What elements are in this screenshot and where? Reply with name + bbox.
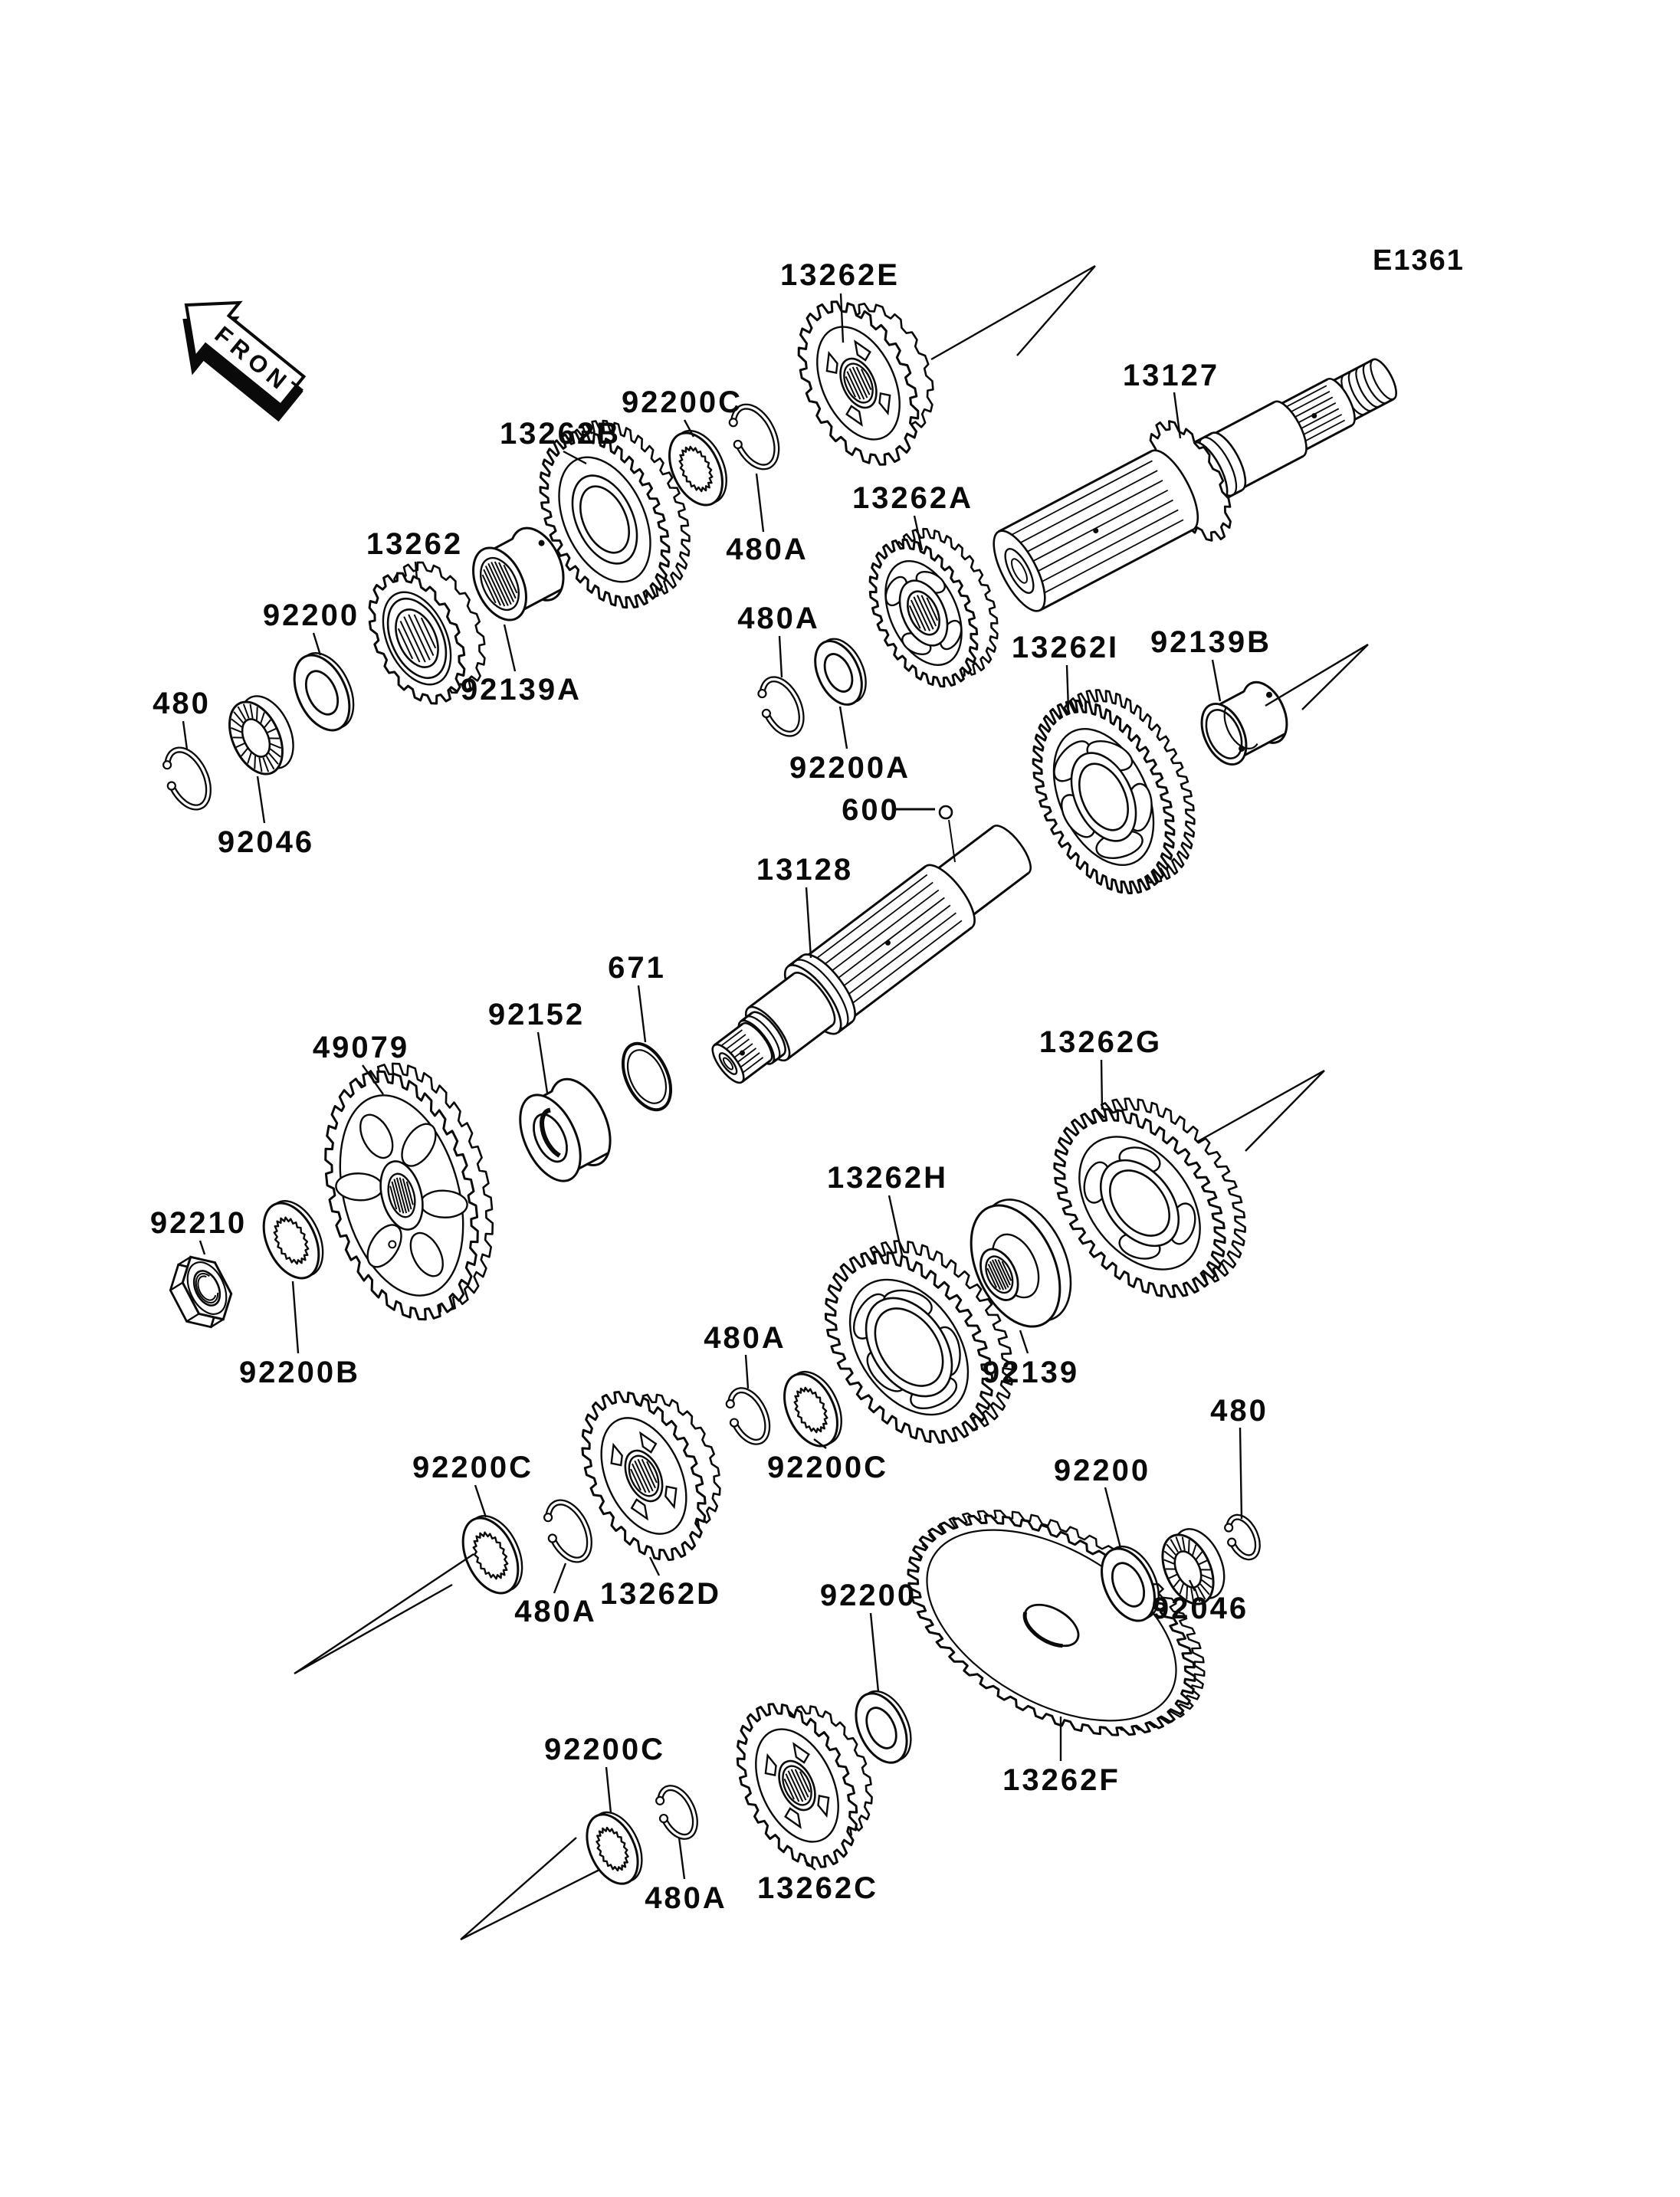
circlip-eye: [730, 418, 737, 426]
circlip-eye: [1228, 1539, 1235, 1546]
part-label: 600: [842, 793, 900, 827]
part-label: 92200B: [238, 1356, 361, 1389]
dot: [740, 1051, 745, 1056]
part-label: 92200A: [789, 751, 911, 785]
circlip-eye: [727, 1400, 734, 1408]
leader-line: [475, 1485, 486, 1517]
leader-line: [756, 474, 763, 532]
circlip-eye: [656, 1797, 664, 1805]
part-label: 13128: [756, 853, 854, 887]
part-label: 480: [153, 687, 211, 720]
leader-line: [183, 721, 187, 749]
leader-line: [746, 1355, 748, 1389]
part-label: 480A: [704, 1321, 786, 1355]
leader-line: [949, 820, 955, 862]
part-label: 13262C: [756, 1871, 879, 1905]
part-label: 13127: [1122, 359, 1220, 392]
washer-92200C: [774, 1363, 852, 1454]
leader-line: [840, 707, 847, 749]
part-label: 480: [1210, 1394, 1268, 1428]
part-label: 92139A: [460, 673, 582, 707]
dot: [885, 940, 891, 946]
circlip-ring-inner: [548, 1503, 589, 1560]
part-label: 92139B: [1150, 625, 1272, 659]
web-cutout: [336, 1172, 383, 1201]
steel-ball: [940, 806, 952, 818]
part-label: 13262H: [826, 1161, 949, 1195]
sprocket-49079: [320, 1064, 493, 1320]
circlip-eye: [758, 690, 766, 697]
oil-hole: [539, 540, 545, 546]
circlip-ring-inner: [167, 750, 208, 808]
circlip-ring-inner: [660, 1788, 695, 1837]
roller-hatch: [257, 707, 258, 720]
circlip-ring-inner: [763, 679, 802, 733]
circlip-eye: [734, 441, 742, 448]
circlip-ring: [763, 679, 802, 733]
part-label: 13262: [366, 527, 464, 561]
leader-line: [1240, 1428, 1242, 1519]
circlip-eye: [544, 1513, 552, 1521]
leader-line: [606, 1767, 611, 1813]
bushing-92139B: [1193, 675, 1295, 772]
part-label: 92200: [262, 598, 360, 632]
cluster-gear-13262E: [799, 302, 933, 465]
circlip-eye: [549, 1534, 556, 1542]
leader-line: [258, 776, 264, 823]
part-label: 13262G: [1039, 1025, 1163, 1059]
part-label: 13262B: [499, 417, 622, 451]
part-label: 13262A: [851, 481, 974, 515]
part-label: 92139: [982, 1356, 1080, 1389]
leader-line: [504, 625, 515, 671]
ball-bearing-92152: [508, 1070, 622, 1190]
part-label: 49079: [312, 1031, 410, 1064]
part-label: 480A: [645, 1881, 727, 1915]
circlip-ring: [167, 750, 208, 808]
part-label: 13262E: [780, 258, 900, 292]
leader-line: [871, 1613, 878, 1692]
leader-line: [1212, 660, 1220, 701]
circlip-480A: [544, 1503, 589, 1560]
pointer-wedge: [1197, 1071, 1324, 1151]
washer-92200C: [452, 1507, 533, 1602]
circlip-ring: [730, 1390, 767, 1442]
leader-line: [779, 636, 782, 677]
pointer-wedge: [931, 266, 1095, 359]
roller-hatch: [254, 756, 255, 769]
o-ring-outer: [613, 1036, 680, 1117]
shaft-13127: [983, 356, 1401, 618]
leader-line: [538, 1032, 547, 1093]
leader-line: [293, 1281, 298, 1353]
circlip-ring-inner: [730, 1390, 767, 1442]
part-label: 480A: [737, 602, 820, 635]
part-label: 92200C: [543, 1733, 666, 1766]
part-label: 92200: [819, 1579, 917, 1612]
gear-13262A: [870, 529, 997, 687]
leader-line: [1020, 1330, 1028, 1353]
leader-line: [554, 1563, 566, 1593]
circlip-ring: [660, 1788, 695, 1837]
circlip-480A: [758, 679, 801, 733]
o-ring-671: [613, 1036, 680, 1117]
part-label: 480A: [514, 1595, 597, 1628]
circlip-eye: [1225, 1524, 1232, 1532]
dot: [1093, 528, 1098, 533]
diagram-code: E1361: [1373, 244, 1465, 277]
cluster-gear-13262D: [582, 1392, 720, 1560]
washer-92200: [284, 644, 365, 739]
pin-hole: [389, 1241, 395, 1248]
web-cutout: [420, 1190, 468, 1218]
o-ring-inner: [620, 1044, 674, 1109]
part-label: 13262D: [599, 1577, 722, 1611]
dot: [1311, 413, 1317, 418]
leader-line: [638, 985, 645, 1042]
part-label: 92210: [149, 1206, 248, 1240]
part-label: 671: [608, 951, 666, 985]
part-label: 92200C: [412, 1451, 534, 1484]
part-label: 92200: [1053, 1454, 1151, 1487]
part-label: 480A: [726, 533, 809, 566]
needle-bearing-92046: [219, 687, 304, 782]
circlip-480A: [727, 1390, 767, 1442]
circlip-eye: [168, 782, 176, 789]
gear-13262I: [1033, 690, 1194, 894]
oil-hole: [1239, 746, 1245, 752]
pointer-wedge: [294, 1554, 474, 1674]
circlip-eye: [163, 761, 171, 769]
leader-line: [313, 633, 320, 655]
leader-line: [1105, 1487, 1121, 1548]
circlip-eye: [660, 1815, 668, 1822]
front-arrow-label: FRONT: [209, 320, 311, 411]
circlip-ring: [548, 1503, 589, 1560]
circlip-ring: [1229, 1517, 1258, 1558]
part-label: 13262I: [1011, 631, 1120, 664]
pointer-wedge: [461, 1838, 599, 1940]
leader-line: [200, 1241, 205, 1254]
circlip-eye: [763, 710, 770, 717]
gear-13262G: [1055, 1099, 1245, 1297]
washer-92200B: [253, 1192, 334, 1287]
washer-92200C: [577, 1805, 652, 1892]
part-label: 92152: [487, 998, 586, 1031]
nut-92210: [170, 1256, 234, 1327]
washer-92200A: [806, 631, 874, 712]
circlip-480: [163, 750, 208, 808]
leader-line: [806, 887, 811, 958]
leader-line: [679, 1838, 684, 1879]
part-label: 92200C: [766, 1451, 889, 1484]
part-label: 92046: [1151, 1592, 1249, 1625]
circlip-eye: [730, 1419, 738, 1427]
circlip-480A: [656, 1788, 695, 1837]
part-label: 13262F: [1002, 1763, 1121, 1797]
flat-gear-13262F: [894, 1490, 1208, 1760]
leader-line: [1101, 1060, 1102, 1110]
part-label: 92046: [217, 825, 315, 859]
oil-hole: [1266, 692, 1272, 698]
circlip-480: [1225, 1517, 1258, 1558]
front-arrow: [156, 277, 325, 437]
cluster-gear-13262C: [737, 1704, 871, 1867]
part-label: 92200C: [621, 385, 743, 419]
